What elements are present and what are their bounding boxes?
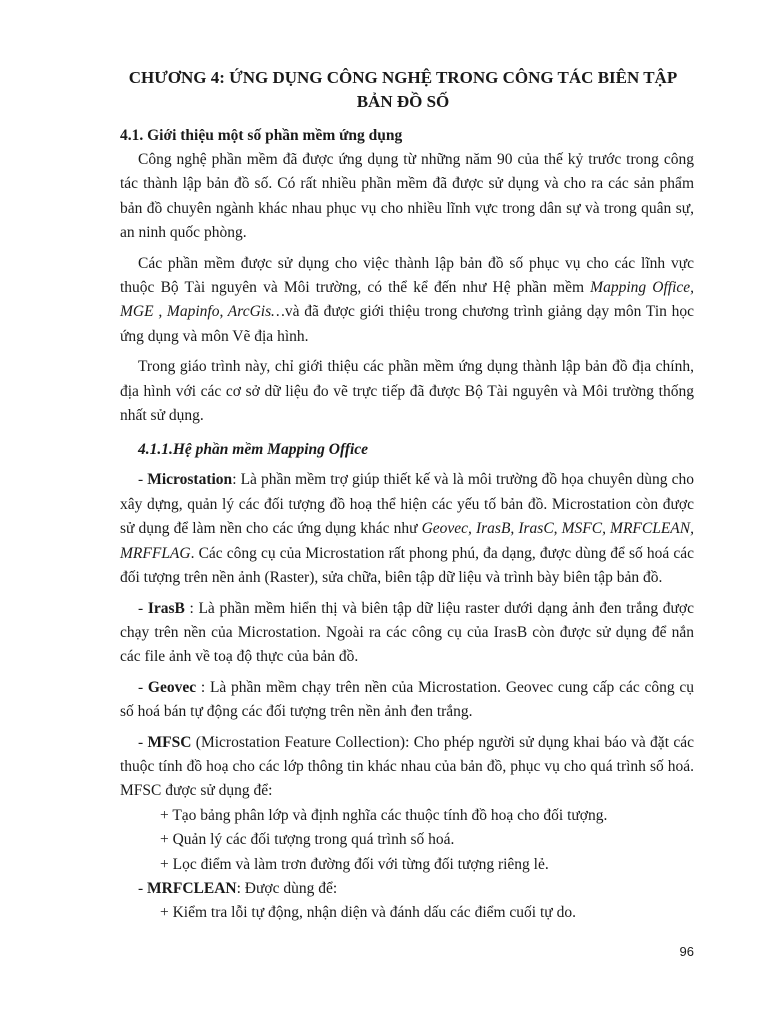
paragraph-intro-1: Công nghệ phần mềm đã được ứng dụng từ những năm 90 của thế kỷ trước trong công tác thành lập bản đồ số. Có rất nhiều phần mềm đã được sử dụng và cho ra các sản phẩm bản đồ chuyên ngành khác nhau phục vụ cho nhiều lĩnh vực trong dân sự và trong quân sự, an ninh quốc phòng. xyxy=(120,151,694,242)
geovec-text: : Là phần mềm chạy trên nền của Microstation. Geovec cung cấp các công cụ số hoá bán tự động các đối tượng trên nền ảnh đen trắng. xyxy=(120,678,694,721)
paragraph-intro-2-rest: và đã được giới thiệu trong chương trình giảng dạy môn Tin học ứng dụng và môn Vẽ địa hình. xyxy=(120,303,694,345)
section-4-1-1-heading: 4.1.1.Hệ phần mềm Mapping Office xyxy=(138,441,369,459)
irasb-paragraph xyxy=(120,597,694,670)
mfsc-paragraph xyxy=(120,731,694,804)
mrfclean-bullet-1: + Kiểm tra lỗi tự động, nhận diện và đánh dấu các điểm cuối tự do. xyxy=(160,904,576,922)
chapter-title xyxy=(112,66,694,114)
microstation-paragraph xyxy=(120,468,694,590)
paragraph-intro-2 xyxy=(120,252,694,350)
mfsc-bullet-3: + Lọc điểm và làm trơn đường đối với từng đối tượng riêng lẻ. xyxy=(160,855,549,873)
chapter-title-line-2: BẢN ĐỒ SỐ xyxy=(356,92,450,111)
chapter-title-line-1: CHƯƠNG 4: ỨNG DỤNG CÔNG NGHỆ TRONG CÔNG TÁC BIÊN TẬP xyxy=(128,68,678,87)
irasb-term: IrasB xyxy=(147,599,185,617)
mrfclean-term: MRFCLEAN xyxy=(147,879,237,897)
irasb-dash: - xyxy=(138,599,148,617)
microstation-dash: - xyxy=(138,471,148,489)
software-list-italic: Mapping Office, MGE , Mapinfo, ArcGis… xyxy=(120,279,695,321)
mfsc-bullet-1: + Tạo bảng phân lớp và định nghĩa các thuộc tính đồ hoạ cho đối tượng. xyxy=(160,806,608,824)
mrfclean-dash: - xyxy=(138,879,148,897)
geovec-term: Geovec xyxy=(147,678,197,696)
microstation-text-1: : Là phần mềm trợ giúp thiết kế và là môi trường đồ họa chuyên dùng cho xây dựng, quản lý các đối tượng đồ hoạ thể hiện các yếu tố bản đồ. Microstation còn được sử dụng để làm nền cho các ứng dụng khác như xyxy=(120,471,694,538)
section-4-1-heading: 4.1. Giới thiệu một số phần mềm ứng dụng xyxy=(120,127,403,144)
mrfclean-text: : Được dùng để: xyxy=(236,879,338,897)
mfsc-text: (Microstation Feature Collection): Cho phép người sử dụng khai báo và đặt các thuộc tính đồ hoạ cho các lớp thông tin khác nhau của bản đồ, phục vụ cho quá trình số hoá. MFSC được sử dụng để: xyxy=(120,733,694,800)
microstation-text-2: . Các công cụ của Microstation rất phong phú, đa dạng, được dùng để số hoá các đối tượng trên nền ảnh (Raster), sửa chữa, biên tập dữ liệu và trình bày biên tập bản đồ. xyxy=(120,544,694,587)
mfsc-term: MFSC xyxy=(147,733,192,751)
page-number: 96 xyxy=(679,944,694,959)
irasb-text: : Là phần mềm hiển thị và biên tập dữ liệu raster dưới dạng ảnh đen trắng được chạy trên nền của Microstation. Ngoài ra các công cụ của IrasB còn được sử dụng để nắn các file ảnh về toạ độ thực của bản đồ. xyxy=(120,599,694,666)
mrfclean-paragraph xyxy=(120,877,694,901)
mfsc-bullet-2: + Quản lý các đối tượng trong quá trình số hoá. xyxy=(160,831,455,849)
paragraph-intro-2-text: Các phần mềm được sử dụng cho việc thành lập bản đồ số phục vụ cho các lĩnh vực thuộc Bộ Tài nguyên và Môi trường, có thể kể đến như Hệ phần mềm xyxy=(120,254,694,297)
paragraph-intro-3: Trong giáo trình này, chỉ giới thiệu các phần mềm ứng dụng thành lập bản đồ địa chính, địa hình với các cơ sở dữ liệu đo vẽ trực tiếp đã được Bộ Tài nguyên và Môi trường thống nhất sử dụng. xyxy=(120,358,694,425)
mfsc-dash: - xyxy=(138,733,148,751)
geovec-paragraph xyxy=(120,676,694,725)
microstation-apps-italic: Geovec, IrasB, IrasC, MSFC, MRFCLEAN, MRFFLAG xyxy=(120,520,694,562)
geovec-dash: - xyxy=(138,678,148,696)
microstation-term: Microstation xyxy=(147,471,233,489)
